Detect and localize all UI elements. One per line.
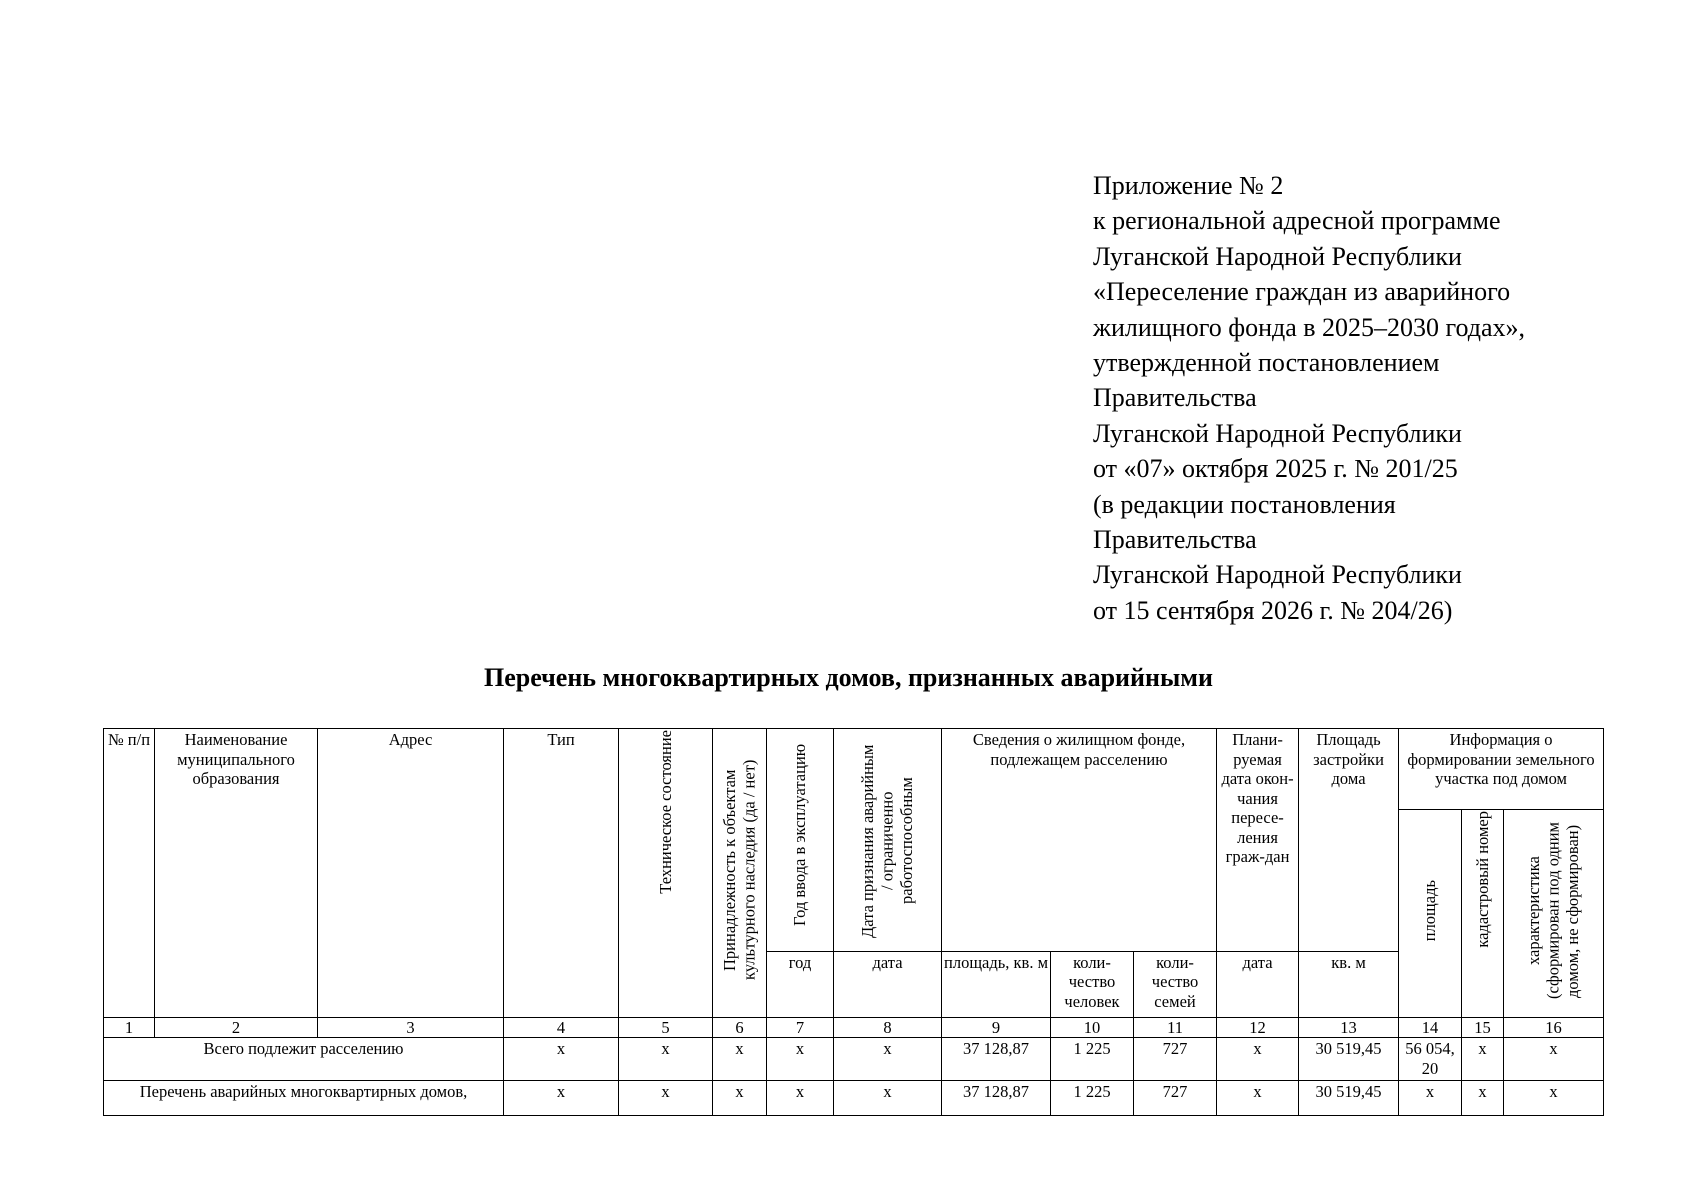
appendix-line: (в редакции постановления (1093, 489, 1396, 519)
cell-tech-state: х (619, 1081, 713, 1116)
column-number: 4 (504, 1017, 619, 1038)
header-year-label: Год ввода в эксплуатацию (790, 743, 810, 927)
appendix-line: Луганской Народной Республики (1093, 241, 1462, 271)
header-planned-date: Плани-руемая дата окон-чания пересе-ления граж-дан (1217, 729, 1299, 952)
header-land-area-label: площадь (1420, 880, 1440, 942)
header-recognition-date (834, 729, 942, 952)
header-land-area (1399, 810, 1462, 1018)
unit-built-area: кв. м (1299, 951, 1399, 1017)
cell-cadastral: х (1462, 1081, 1504, 1116)
unit-area: площадь, кв. м (942, 951, 1051, 1017)
appendix-line: «Переселение граждан из аварийного (1093, 277, 1511, 307)
unit-people: коли-чество человек (1051, 951, 1134, 1017)
column-number: 12 (1217, 1017, 1299, 1038)
cell-area: 37 128,87 (942, 1038, 1051, 1081)
appendix-line: Приложение № 2 (1093, 171, 1284, 200)
header-characteristic (1504, 810, 1604, 1018)
column-number: 9 (942, 1017, 1051, 1038)
table-row (104, 1081, 1604, 1116)
column-number: 2 (155, 1017, 318, 1038)
column-number: 16 (1504, 1017, 1604, 1038)
appendix-line: жилищного фонда в 2025–2030 годах», (1093, 312, 1526, 342)
column-number: 7 (767, 1017, 834, 1038)
cell-heritage: х (713, 1038, 767, 1081)
header-cadastral-label: кадастровый номер (1472, 811, 1492, 948)
column-number: 1 (104, 1017, 155, 1038)
appendix-line: утвержденной постановлением (1093, 348, 1440, 378)
table-row (104, 1038, 1604, 1081)
row-label: Всего подлежит расселению (104, 1038, 504, 1081)
cell-built: 30 519,45 (1299, 1038, 1399, 1081)
cell-date: х (834, 1038, 942, 1081)
appendix-block (1093, 168, 1525, 628)
unit-year: год (767, 951, 834, 1017)
header-municipality: Наименование муниципального образования (155, 729, 318, 1018)
row-label: Перечень аварийных многоквартирных домов, (104, 1081, 504, 1116)
cell-planned: х (1217, 1081, 1299, 1116)
cell-year: х (767, 1081, 834, 1116)
cell-families: 727 (1134, 1081, 1217, 1116)
appendix-line: от «07» октября 2025 г. № 201/25 (1093, 454, 1458, 484)
column-number: 15 (1462, 1017, 1504, 1038)
cell-type: х (504, 1081, 619, 1116)
houses-table (103, 728, 1604, 1116)
header-tech-state (619, 729, 713, 1018)
column-numbers-row (104, 1017, 1604, 1038)
cell-planned: х (1217, 1038, 1299, 1081)
appendix-line: Луганской Народной Республики (1093, 560, 1462, 590)
column-number: 11 (1134, 1017, 1217, 1038)
cell-area: 37 128,87 (942, 1081, 1051, 1116)
cell-cadastral: х (1462, 1038, 1504, 1081)
document-title: Перечень многоквартирных домов, признанных аварийными (484, 663, 1213, 692)
appendix-line: Правительства (1093, 383, 1257, 413)
appendix-line: от 15 сентября 2026 г. № 204/26) (1093, 595, 1453, 625)
appendix-line: Правительства (1093, 525, 1257, 555)
header-heritage (713, 729, 767, 1018)
header-address: Адрес (318, 729, 504, 1018)
header-row (104, 729, 1604, 810)
unit-date: дата (834, 951, 942, 1017)
cell-built: 30 519,45 (1299, 1081, 1399, 1116)
cell-characteristic: х (1504, 1081, 1604, 1116)
cell-people: 1 225 (1051, 1038, 1134, 1081)
header-tech-state-label: Техническое состояние (655, 730, 675, 894)
column-number: 3 (318, 1017, 504, 1038)
column-number: 14 (1399, 1017, 1462, 1038)
unit-planned-date: дата (1217, 951, 1299, 1017)
appendix-line: Луганской Народной Республики (1093, 418, 1462, 448)
cell-land-area: 56 054, 20 (1399, 1038, 1462, 1081)
cell-date: х (834, 1081, 942, 1116)
cell-land-area: х (1399, 1081, 1462, 1116)
header-housing-info: Сведения о жилищном фонде, подлежащем расселению (942, 729, 1217, 952)
cell-people: 1 225 (1051, 1081, 1134, 1116)
header-built-area: Площадь застройки дома (1299, 729, 1399, 952)
header-type: Тип (504, 729, 619, 1018)
cell-tech-state: х (619, 1038, 713, 1081)
header-characteristic-label: характеристика (сформирован под одним домом, не сформирован) (1524, 822, 1583, 1000)
unit-families: коли-чество семей (1134, 951, 1217, 1017)
appendix-line: к региональной адресной программе (1093, 206, 1501, 236)
column-number: 8 (834, 1017, 942, 1038)
header-recognition-date-label: Дата признания аварийным / ограниченно работоспособным (858, 744, 917, 938)
column-number: 13 (1299, 1017, 1399, 1038)
header-num: № п/п (104, 729, 155, 1018)
column-number: 6 (713, 1017, 767, 1038)
cell-families: 727 (1134, 1038, 1217, 1081)
cell-year: х (767, 1038, 834, 1081)
header-heritage-label: Принадлежность к объектам культурного наследия (да / нет) (720, 759, 759, 981)
cell-characteristic: х (1504, 1038, 1604, 1081)
cell-heritage: х (713, 1081, 767, 1116)
column-number: 5 (619, 1017, 713, 1038)
column-number: 10 (1051, 1017, 1134, 1038)
header-cadastral (1462, 810, 1504, 1018)
cell-type: х (504, 1038, 619, 1081)
header-year (767, 729, 834, 952)
header-land-info: Информация о формировании земельного участка под домом (1399, 729, 1604, 810)
